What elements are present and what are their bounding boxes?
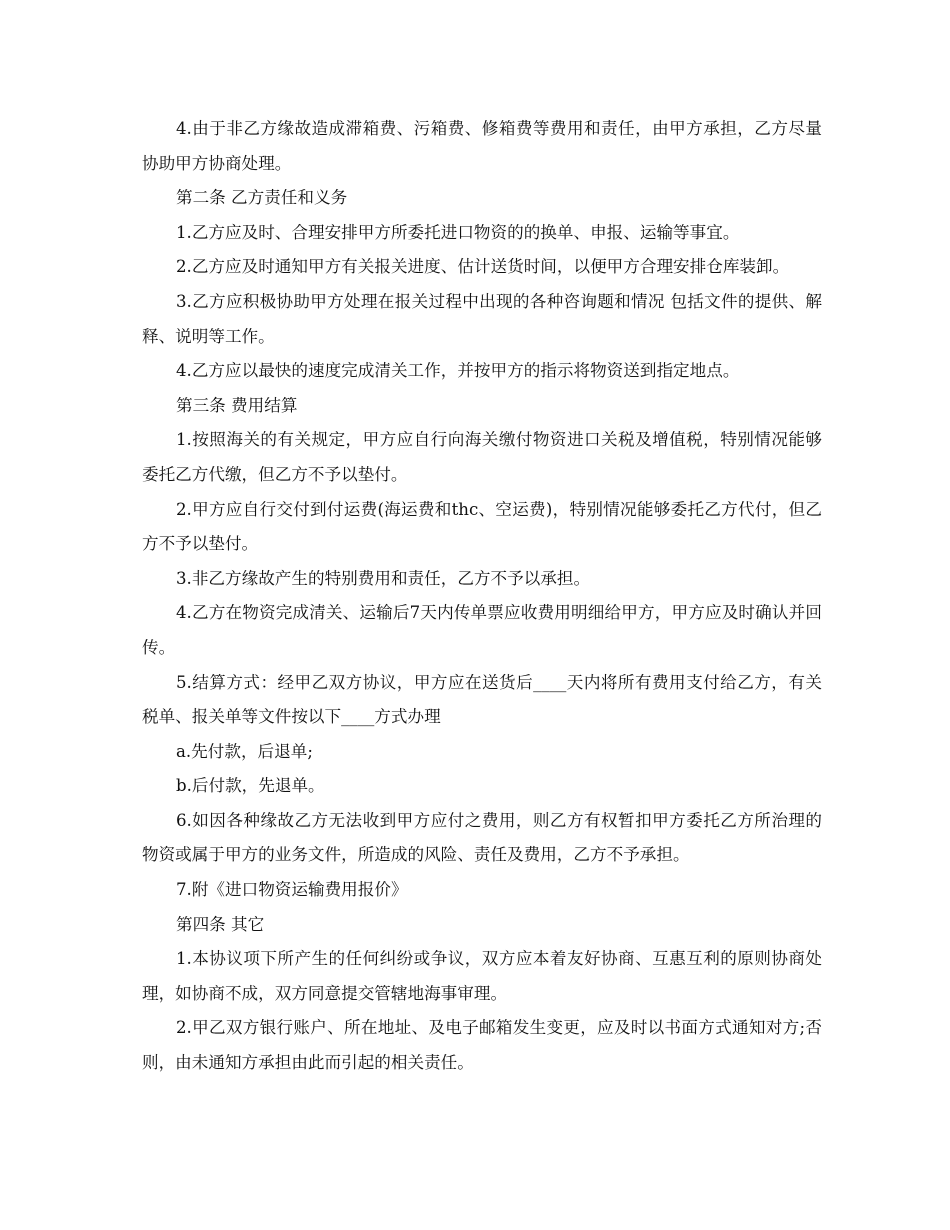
- article-heading: 第四条 其它: [176, 914, 265, 934]
- clause-paragraph: 7.附《进口物资运输费用报价》: [176, 880, 408, 900]
- clause-paragraph: 4.由于非乙方缘故造成滞箱费、污箱费、修箱费等费用和责任，由甲方承担，乙方尽量协助甲方协商处理。: [142, 119, 822, 173]
- document-page: [142, 112, 822, 1081]
- clause-paragraph: 1.本协议项下所产生的任何纠纷或争议，双方应本着友好协商、互惠互利的原则协商处理，如协商不成，双方同意提交管辖地海事审理。: [142, 949, 822, 1003]
- clause-paragraph: 5.结算方式：经甲乙双方协议，甲方应在送货后____天内将所有费用支付给乙方，有关税单、报关单等文件按以下____方式办理: [142, 672, 822, 727]
- clause-paragraph: 2.甲乙双方银行账户、所在地址、及电子邮箱发生变更，应及时以书面方式通知对方;否则，由未通知方承担由此而引起的相关责任。: [142, 1018, 822, 1073]
- clause-paragraph: 6.如因各种缘故乙方无法收到甲方应付之费用，则乙方有权暂扣甲方委托乙方所治理的物资或属于甲方的业务文件，所造成的风险、责任及费用，乙方不予承担。: [142, 810, 822, 865]
- clause-paragraph: 3.非乙方缘故产生的特别费用和责任，乙方不予以承担。: [176, 568, 591, 588]
- clause-paragraph: 2.乙方应及时通知甲方有关报关进度、估计送货时间，以便甲方合理安排仓库装卸。: [176, 257, 790, 277]
- clause-paragraph: 2.甲方应自行交付到付运费(海运费和thc、空运费)，特别情况能够委托乙方代付，但乙方不予以垫付。: [142, 499, 822, 554]
- clause-paragraph: 1.按照海关的有关规定，甲方应自行向海关缴付物资进口关税及增值税，特别情况能够委托乙方代缴，但乙方不予以垫付。: [142, 430, 822, 484]
- clause-paragraph: 3.乙方应积极协助甲方处理在报关过程中出现的各种咨询题和情况 包括文件的提供、解释、说明等工作。: [142, 291, 822, 346]
- option-item: b.后付款，先退单。: [176, 776, 325, 796]
- article-heading: 第三条 费用结算: [176, 395, 298, 415]
- clause-paragraph: 1.乙方应及时、合理安排甲方所委托进口物资的的换单、申报、运输等事宜。: [176, 222, 740, 242]
- article-heading: 第二条 乙方责任和义务: [176, 188, 348, 208]
- option-item: a.先付款，后退单;: [176, 741, 313, 761]
- clause-paragraph: 4.乙方应以最快的速度完成清关工作，并按甲方的指示将物资送到指定地点。: [176, 361, 740, 381]
- clause-paragraph: 4.乙方在物资完成清关、运输后7天内传单票应收费用明细给甲方，甲方应及时确认并回传。: [142, 603, 822, 657]
